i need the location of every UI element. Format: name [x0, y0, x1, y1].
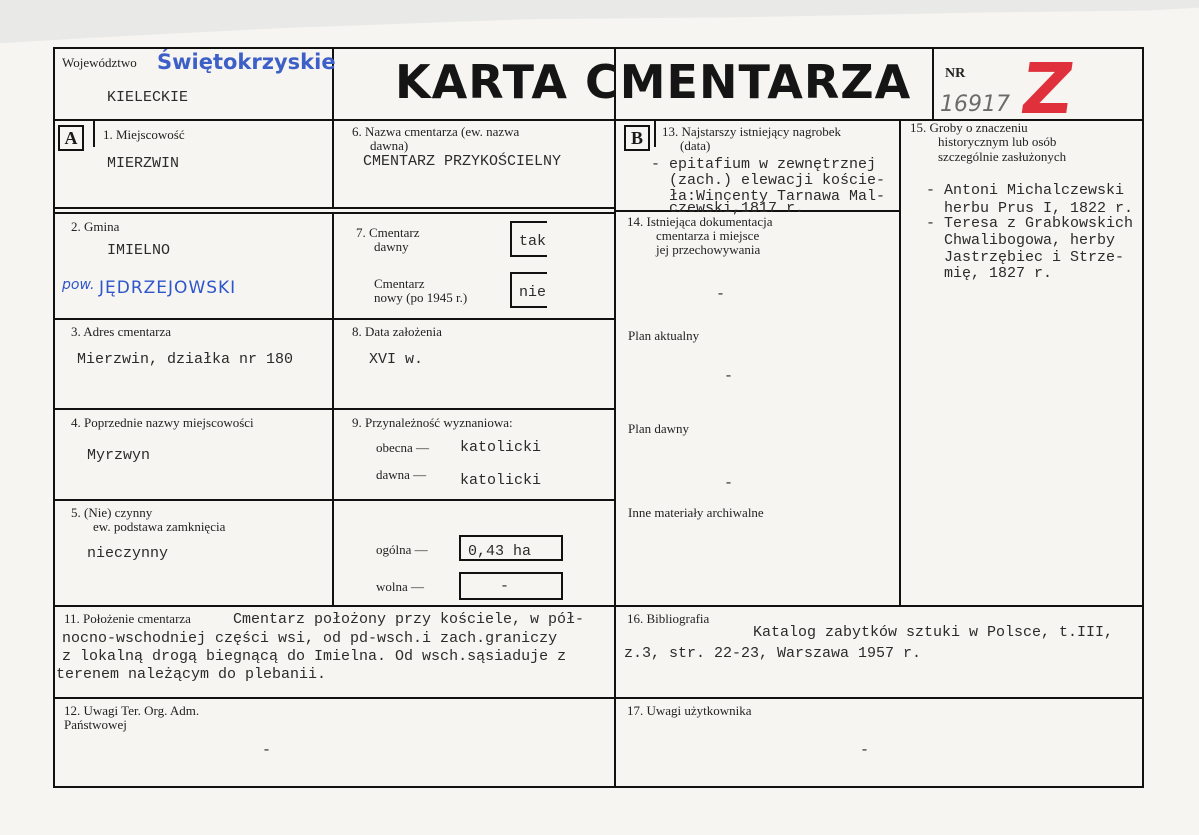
field4-label: 4. Poprzednie nazwy miejscowości [71, 415, 254, 430]
field6-value: CMENTARZ PRZYKOŚCIELNY [363, 153, 562, 170]
field9-obecna-label: obecna — [376, 440, 430, 455]
field1-label: 1. Miejscowość [103, 127, 185, 142]
divider [93, 121, 95, 147]
field13-line1: - epitafium w zewnętrznej [651, 156, 877, 173]
field9-dawna-label: dawna — [376, 467, 427, 482]
field10-ogolna-label: ogólna — [376, 542, 428, 557]
field15-sublabel-1: historycznym lub osób [938, 134, 1057, 149]
field16-label: 16. Bibliografia [627, 611, 710, 626]
plan-dawny-label: Plan dawny [628, 421, 690, 436]
field7-nowy-value: nie [519, 284, 547, 301]
field5-label: 5. (Nie) czynny [71, 505, 153, 520]
field7-nowy-sublabel: nowy (po 1945 r.) [374, 290, 468, 305]
red-z-mark: Z [1016, 48, 1079, 130]
divider [53, 697, 1144, 699]
field9-dawna-value: katolicki [460, 472, 542, 489]
field4-value: Myrzwyn [87, 447, 151, 464]
field15-line6: mię, 1827 r. [926, 265, 1053, 282]
divider [53, 207, 614, 209]
nr-label: NR [945, 66, 966, 81]
field2-label: 2. Gmina [71, 219, 120, 234]
field14-sublabel-1: cmentarza i miejsce [656, 228, 760, 243]
field13-line4: czewski,1817 r. [651, 200, 805, 217]
field6-sublabel: dawna) [370, 138, 409, 153]
plan-aktualny-label: Plan aktualny [628, 328, 700, 343]
field7-dawny-label: dawny [374, 239, 409, 254]
field11-label: 11. Położenie cmentarza [64, 611, 191, 626]
field6-label: 6. Nazwa cmentarza (ew. nazwa [352, 124, 520, 139]
field15-label: 15. Groby o znaczeniu [910, 120, 1028, 135]
field9-label: 9. Przynależność wyznaniowa: [352, 415, 513, 430]
field16-line1: Katalog zabytków sztuki w Polsce, t.III, [753, 624, 1114, 641]
divider [899, 119, 901, 605]
field2-value: IMIELNO [107, 242, 171, 259]
divider [332, 212, 334, 605]
field13-line2: (zach.) elewacji koście- [651, 172, 886, 189]
field11-line4: terenem należącym do plebanii. [56, 666, 327, 683]
field8-value: XVI w. [369, 351, 424, 368]
field1-value: MIERZWIN [107, 155, 180, 172]
field7-dawny-value: tak [519, 233, 547, 250]
field15-line3: - Teresa z Grabkowskich [926, 215, 1134, 232]
field15-sublabel-2: szczególnie zasłużonych [938, 149, 1067, 164]
torn-edge [0, 0, 1199, 48]
region-stamp: Świętokrzyskie [157, 50, 336, 74]
field14-sublabel-2: jej przechowywania [656, 242, 761, 257]
field13-sublabel: (data) [680, 138, 711, 153]
plan-aktualny-value: - [724, 368, 734, 385]
field15-line2: herbu Prus I, 1822 r. [926, 200, 1134, 217]
field11-line2: nocno-wschodniej części wsi, od pd-wsch.i zach.graniczy [62, 630, 558, 647]
wojewodztwo-value: KIELECKIE [107, 89, 189, 106]
field14-label: 14. Istniejąca dokumentacja [627, 214, 773, 229]
field8-label: 8. Data założenia [352, 324, 442, 339]
divider [932, 47, 934, 121]
wojewodztwo-label: Województwo [62, 55, 137, 70]
inne-materialy-label: Inne materiały archiwalne [628, 505, 764, 520]
field12-value: - [262, 742, 272, 759]
field13-label: 13. Najstarszy istniejący nagrobek [662, 124, 842, 139]
field12-sublabel: Państwowej [64, 717, 127, 732]
field9-obecna-value: katolicki [460, 439, 542, 456]
field5-sublabel: ew. podstawa zamknięcia [93, 519, 226, 534]
divider [614, 47, 616, 788]
field7-nowy-label: Cmentarz [374, 276, 425, 291]
pow-handwritten: pow. [62, 277, 95, 293]
field17-value: - [860, 742, 870, 759]
section-b-box: B [624, 125, 650, 151]
divider [53, 605, 1144, 607]
divider [654, 121, 656, 147]
field13-line4-clip [651, 200, 899, 217]
field16-line2: z.3, str. 22-23, Warszawa 1957 r. [624, 645, 922, 662]
plan-dawny-value: - [724, 475, 734, 492]
field12-label: 12. Uwagi Ter. Org. Adm. [64, 703, 200, 718]
field14-value: - [716, 286, 726, 303]
field13-line3: ła:Wincenty Tarnawa Mal- [651, 188, 886, 205]
field15-line5: Jastrzębiec i Strze- [926, 249, 1125, 266]
field5-value: nieczynny [87, 545, 169, 562]
field10-wolna-value: - [500, 578, 510, 595]
wolna-box [459, 572, 563, 600]
page-title: KARTA CMENTARZA [395, 55, 912, 109]
section-a-box: A [58, 125, 84, 151]
field15-line4: Chwalibogowa, herby [926, 232, 1116, 249]
field11-line1: Cmentarz położony przy kościele, w pół- [233, 611, 585, 628]
field11-line3: z lokalną drogą biegnącą do Imielna. Od wsch.sąsiaduje z [62, 648, 567, 665]
field7-label: 7. Cmentarz [356, 225, 420, 240]
nr-value: 16917 [940, 92, 1010, 117]
field10-ogolna-value: 0,43 ha [468, 543, 532, 560]
field10-wolna-label: wolna — [376, 579, 425, 594]
field17-label: 17. Uwagi użytkownika [627, 703, 752, 718]
field3-label: 3. Adres cmentarza [71, 324, 171, 339]
field3-value: Mierzwin, działka nr 180 [77, 351, 294, 368]
field15-line1: - Antoni Michalczewski [926, 182, 1125, 199]
pow-value-handwritten: JĘDRZEJOWSKI [99, 278, 237, 298]
